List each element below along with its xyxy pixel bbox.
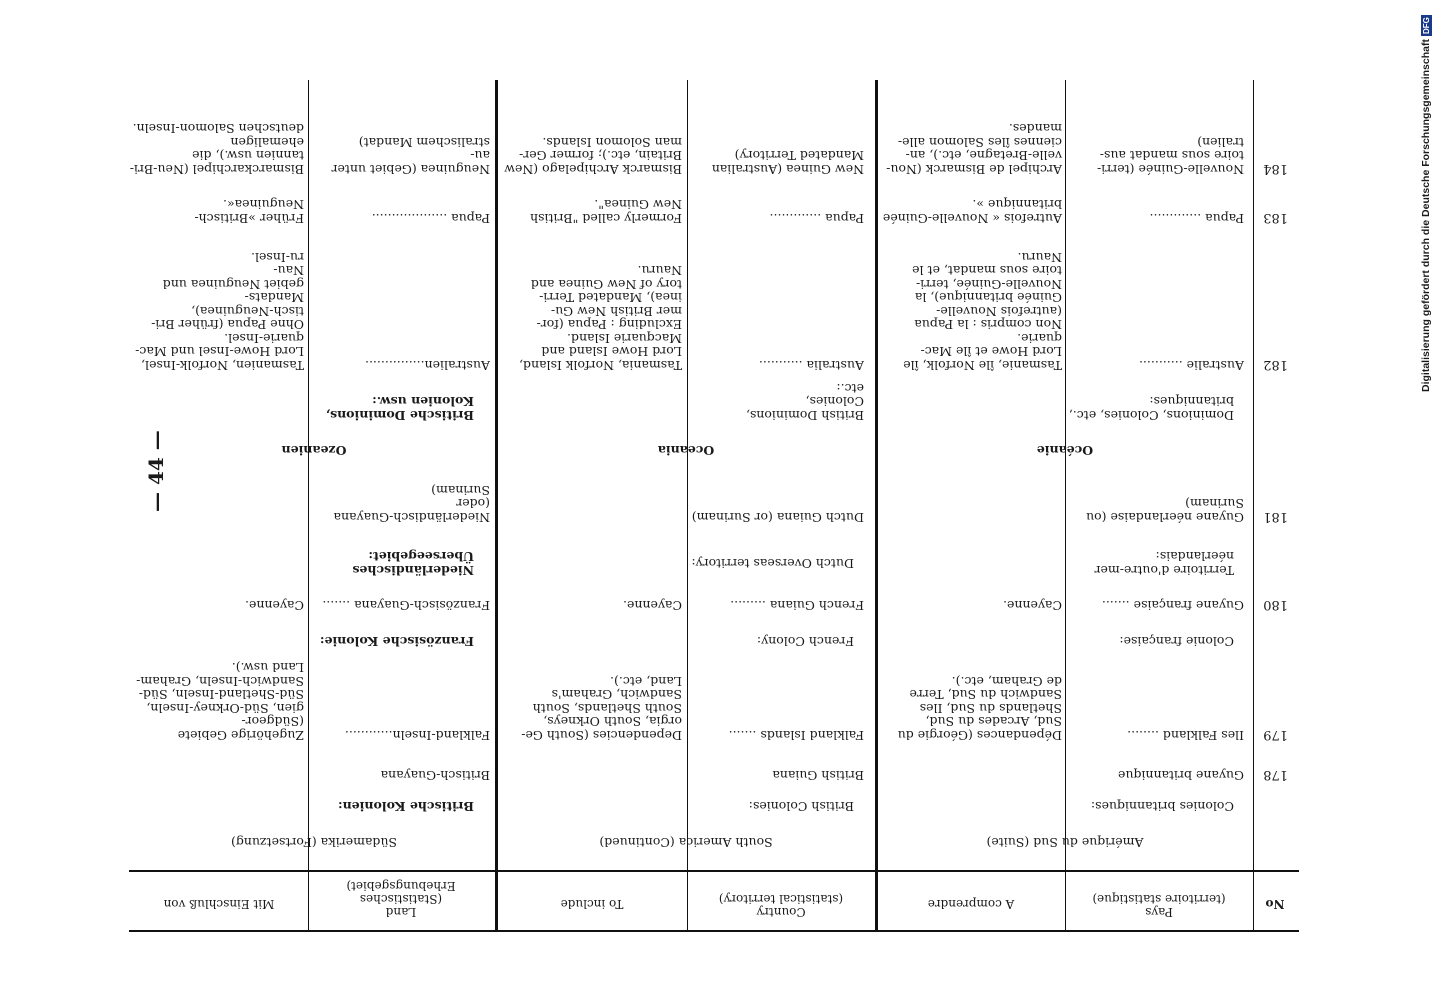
row-number: 183 (1263, 210, 1288, 225)
section-title-de (136, 443, 492, 458)
include-en: Cayenne. (623, 598, 682, 613)
include-en: Tasmania, Norfolk Island, Lord Howe Island and Macquarie Island. Excluding : Papua (for- mer British New Gu- inea), Mandated Terri- tory of New Guinea and Nauru. (519, 263, 682, 373)
group-label-de: Britische Dominions, Kolonien usw.: (325, 394, 474, 423)
group-label-fr: Colonie française: (1119, 634, 1234, 649)
header-include: To include (560, 897, 624, 911)
row-number: 179 (1263, 727, 1288, 742)
section-title-fr: Amérique du Sud (Suite) (986, 835, 1144, 850)
include-de: Tasmanien, Norfolk-Insel, Lord Howe-Insel und Mac- quarie-Insel. Ohne Papua (früher Bri- tisch-Neuguinea), Mandats- gebiet Neuguinea und Nau- ru-Insel. (135, 250, 304, 373)
section-title-en (500, 443, 872, 458)
country-en: Papua ............. (769, 211, 864, 226)
include-fr: Autrefois « Nouvelle-Guinée britannique ». (882, 197, 1062, 226)
group-label-de: Französische Kolonie: (319, 634, 474, 649)
section-title-en: South America (Continued) (599, 835, 773, 850)
country-de: Niederländisch-Guayana (oder Surinam) (333, 483, 490, 525)
country-de: Australien............... (365, 358, 490, 373)
group-label-en: British Dominions, Colonies, etc.: (745, 381, 864, 423)
country-en: New Guinea (Australian Mandated Territory) (711, 148, 864, 177)
country-en: Australia ........... (758, 358, 864, 373)
country-de: Neuguinea (Gebiet unter au- stralischem Mandat) (331, 135, 490, 177)
include-de: Früher »Britisch-Neuguinea«. (194, 197, 304, 226)
include-de: Zugehörige Gebiete (Südgeor- gien, Süd-Orkney-Inseln, Süd-Shetland-Inseln, Süd- Sandwich-Inseln, Graham- Land usw.). (136, 660, 304, 743)
header-pays: Pays (territoire statistique) (1092, 892, 1226, 919)
row-number: 180 (1263, 597, 1288, 612)
digitization-text: Digitalisierung gefördert durch die Deutsche Forschungsgemeinschaft (1420, 39, 1432, 392)
include-de: Bismarckarchipel (Neu-Bri- tannien usw.), die ehemaligen deutschen Salomon-Inseln. (129, 121, 304, 177)
header-country: Country (statistical territory) (718, 892, 844, 919)
row-number: 178 (1263, 767, 1288, 782)
include-en: Bismarck Archipelago (New Britain, etc.); former Ger- man Solomon Islands. (504, 135, 682, 177)
dfg-logo: DFG (1422, 17, 1431, 35)
row-number: 181 (1263, 509, 1288, 524)
country-fr: Papua ............. (1149, 211, 1244, 226)
group-label-de: Niederländisches Überseegebiet: (352, 549, 474, 578)
header-comprendre: A comprendre (927, 897, 1015, 911)
country-fr: Guyane britannique (1118, 768, 1244, 783)
group-label-fr: Dominions, Colonies, etc., britanniques: (1068, 394, 1234, 423)
include-fr: Cayenne. (1003, 598, 1062, 613)
header-rule (129, 870, 1299, 872)
include-fr: Archipel de Bismarck (Nou- velle-Bretagne, etc.), an- ciennes îles Salomon alle- mandes. (886, 121, 1062, 177)
group-label-en: French Colony: (756, 634, 854, 649)
group-label-en: British Colonies: (748, 799, 854, 814)
header-land: Land (Statistisches Erhebungsgebiet) (346, 879, 456, 919)
section-title-text: Océanie (1036, 443, 1094, 458)
country-de: Französisch-Guayana ....... (322, 598, 490, 613)
col-divider-bold (495, 80, 498, 932)
country-fr: Iles Falkland ........ (1127, 728, 1244, 743)
header-no: No (1265, 897, 1285, 911)
country-en: British Guiana (772, 768, 864, 783)
group-label-fr: Territoire d'outre-mer néerlandais: (1094, 549, 1234, 578)
country-fr: Guyane néerlandaise (ou Surinam) (1086, 496, 1244, 525)
country-en: Falkland Islands ....... (728, 728, 864, 743)
page-number: — 44 — (144, 430, 168, 512)
include-de: Cayenne. (245, 598, 304, 613)
country-de: Falkland-Inseln............ (344, 728, 490, 743)
include-en: Formerly called "British New Guinea". (530, 197, 682, 226)
country-de: Papua ................... (371, 211, 490, 226)
group-label-de: Britische Kolonien: (338, 799, 474, 814)
group-label-fr: Colonies britanniques: (1090, 799, 1234, 814)
group-label-en: Dutch Overseas territory: (691, 556, 854, 571)
row-number: 184 (1263, 161, 1288, 176)
col-divider (1253, 80, 1254, 932)
section-title-text: Oceania (657, 443, 715, 458)
section-title-de: Südamerika (Fortsetzung) (230, 835, 398, 850)
top-rule (129, 930, 1299, 932)
digitization-note (1420, 15, 1432, 392)
col-divider-bold (875, 80, 878, 932)
country-fr: Australie ........... (1138, 358, 1244, 373)
include-en: Dependencies (South Ge- orgia, South Orkneys, South Shetlands, South Sandwich, Graham's Land, etc.). (521, 674, 682, 743)
include-fr: Dépendances (Géorgie du Sud, Arcades du Sud, Shetlands du Sud, Iles Sandwich du Sud, Terre de Graham, etc.). (897, 674, 1062, 743)
include-fr: Tasmanie, île Norfolk, île Lord Howe et île Mac- quarie. Non compris : la Papua (autrefois Nouvelle- Guinée britannique), la Nouvelle-Guinée, terri- toire sous mandat, et le Nauru. (903, 250, 1062, 373)
country-fr: Guyane française ....... (1101, 598, 1244, 613)
country-de: Britisch-Guayana (380, 768, 490, 783)
row-number: 182 (1263, 357, 1288, 372)
header-einschluss: Mit Einschluß von (163, 897, 275, 911)
country-fr: Nouvelle-Guinée (terri- toire sous mandat aus- tralien) (1097, 135, 1244, 177)
section-title-text: Ozeanien (281, 443, 347, 458)
country-en: Dutch Guiana (or Surinam) (691, 510, 864, 525)
section-title-fr (880, 443, 1250, 458)
country-en: French Guiana ......... (730, 598, 864, 613)
